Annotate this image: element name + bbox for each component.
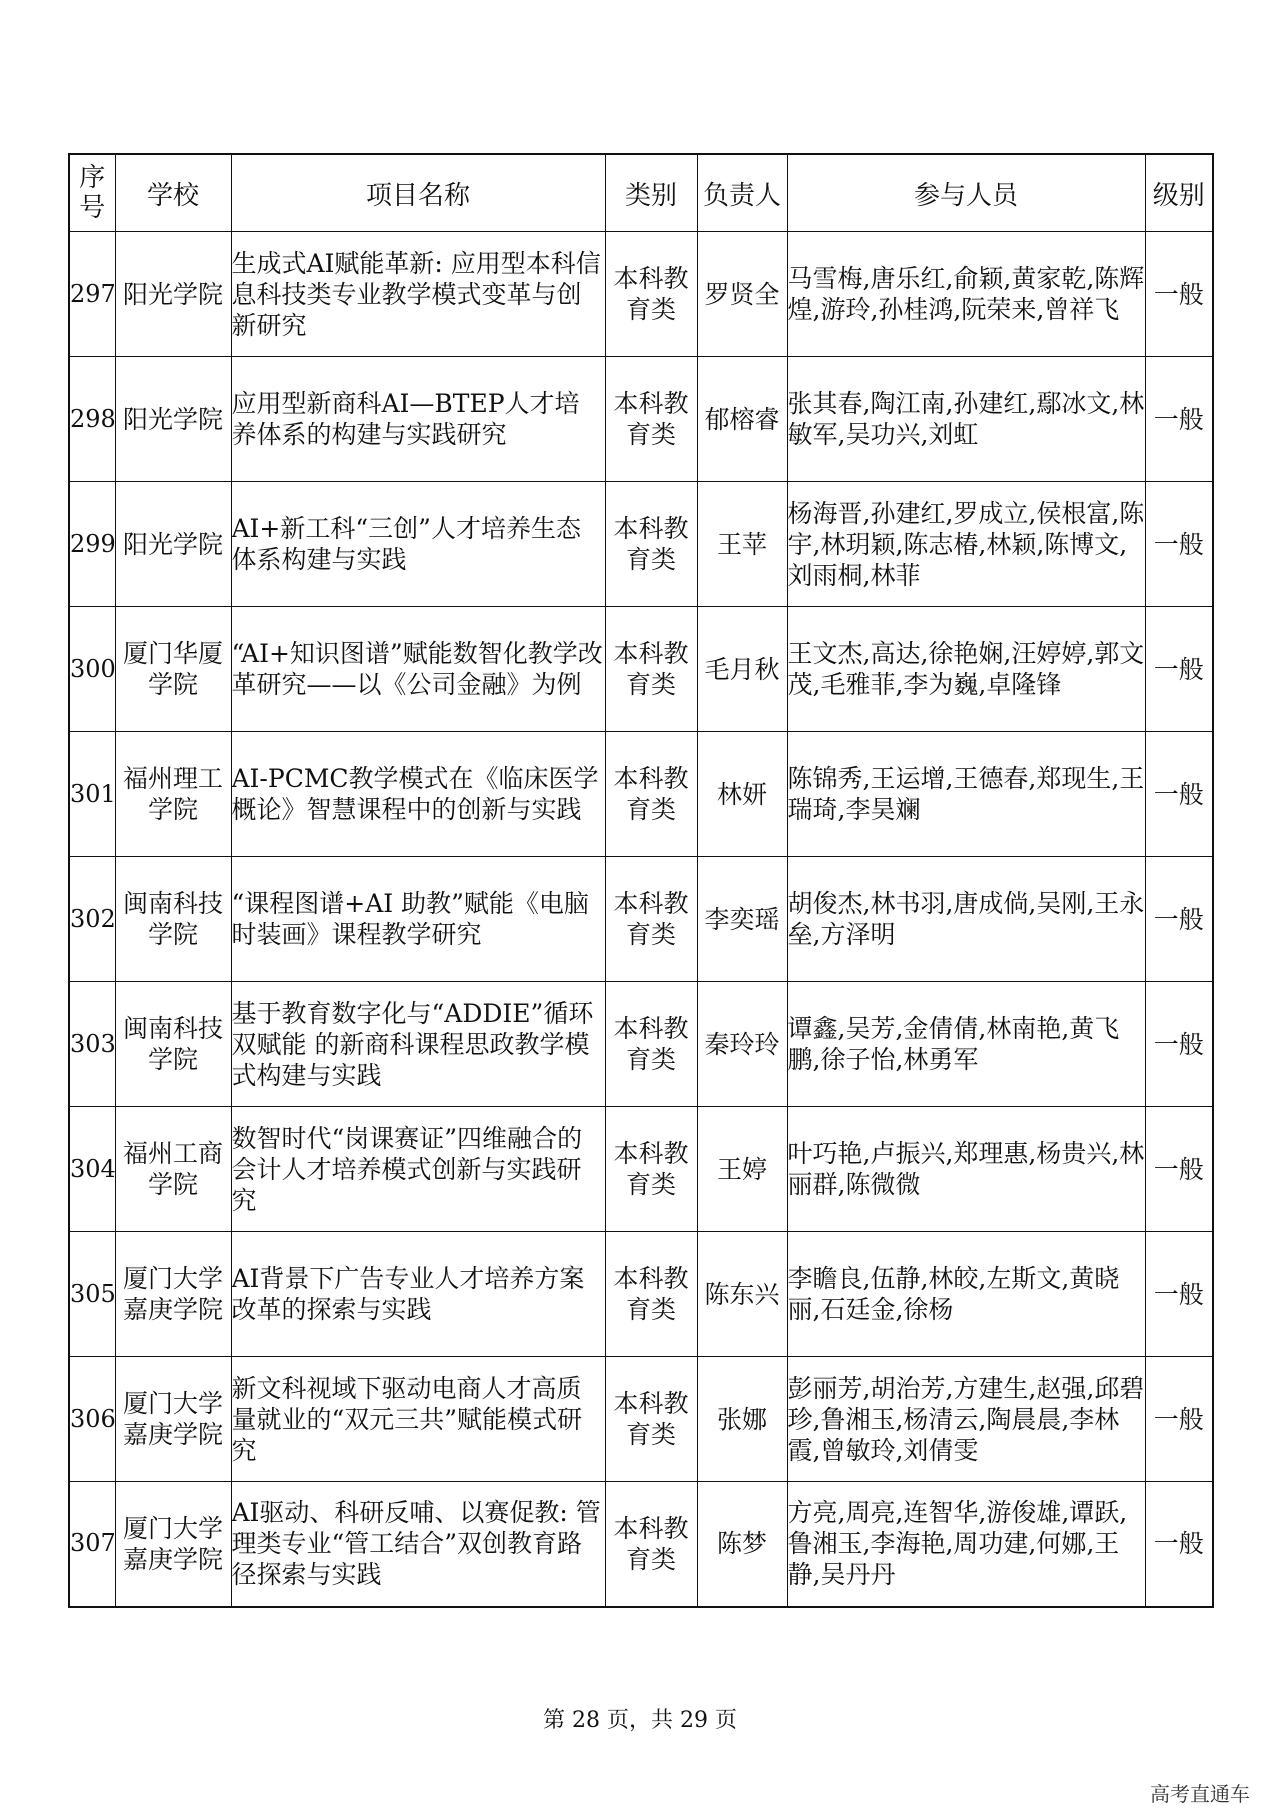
header-school: 学校 — [115, 154, 231, 232]
table-header-row — [69, 154, 1213, 232]
cell-project-name: 新文科视域下驱动电商人才高质量就业的“双元三共”赋能模式研究 — [231, 1357, 605, 1482]
cell-level: 一般 — [1145, 607, 1213, 732]
cell-school: 厦门大学嘉庚学院 — [115, 1482, 231, 1607]
cell-project-name: AI-PCMC教学模式在《临床医学概论》智慧课程中的创新与实践 — [231, 732, 605, 857]
cell-school: 厦门大学嘉庚学院 — [115, 1232, 231, 1357]
cell-leader: 林妍 — [697, 732, 787, 857]
cell-project-name: 应用型新商科AI—BTEP人才培养体系的构建与实践研究 — [231, 357, 605, 482]
table-row — [69, 1357, 1213, 1482]
cell-school: 阳光学院 — [115, 232, 231, 357]
cell-seq: 302 — [69, 857, 115, 982]
cell-project-name: AI驱动、科研反哺、以赛促教: 管理类专业“管工结合”双创教育路径探索与实践 — [231, 1482, 605, 1607]
cell-project-name: 数智时代“岗课赛证”四维融合的会计人才培养模式创新与实践研究 — [231, 1107, 605, 1232]
cell-level: 一般 — [1145, 857, 1213, 982]
cell-level: 一般 — [1145, 1482, 1213, 1607]
cell-seq: 301 — [69, 732, 115, 857]
cell-project-name: AI+新工科“三创”人才培养生态体系构建与实践 — [231, 482, 605, 607]
table-row — [69, 1482, 1213, 1607]
cell-category: 本科教育类 — [605, 1357, 697, 1482]
cell-leader: 李奕瑶 — [697, 857, 787, 982]
cell-members: 谭鑫,吴芳,金倩倩,林南艳,黄飞鹏,徐子怡,林勇军 — [787, 982, 1145, 1107]
cell-project-name: AI背景下广告专业人才培养方案改革的探索与实践 — [231, 1232, 605, 1357]
cell-category: 本科教育类 — [605, 857, 697, 982]
cell-seq: 304 — [69, 1107, 115, 1232]
cell-leader: 王苹 — [697, 482, 787, 607]
cell-school: 厦门华厦学院 — [115, 607, 231, 732]
cell-level: 一般 — [1145, 1232, 1213, 1357]
cell-category: 本科教育类 — [605, 482, 697, 607]
cell-level: 一般 — [1145, 357, 1213, 482]
cell-school: 福州理工学院 — [115, 732, 231, 857]
cell-members: 张其春,陶江南,孙建红,鄢冰文,林敏军,吴功兴,刘虹 — [787, 357, 1145, 482]
table-row — [69, 1232, 1213, 1357]
cell-leader: 张娜 — [697, 1357, 787, 1482]
cell-seq: 307 — [69, 1482, 115, 1607]
table-row — [69, 482, 1213, 607]
cell-leader: 郁榕睿 — [697, 357, 787, 482]
cell-category: 本科教育类 — [605, 607, 697, 732]
header-seq-text: 序 号 — [79, 163, 106, 223]
cell-members: 方亮,周亮,连智华,游俊雄,谭跃,鲁湘玉,李海艳,周功建,何娜,王静,吴丹丹 — [787, 1482, 1145, 1607]
cell-project-name: 基于教育数字化与“ADDIE”循环双赋能 的新商科课程思政教学模式构建与实践 — [231, 982, 605, 1107]
cell-school: 厦门大学嘉庚学院 — [115, 1357, 231, 1482]
watermark-text: 高考直通车 — [1150, 1782, 1250, 1806]
cell-level: 一般 — [1145, 1107, 1213, 1232]
header-project-name: 项目名称 — [231, 154, 605, 232]
cell-members: 王文杰,高达,徐艳娴,汪婷婷,郭文茂,毛雅菲,李为巍,卓隆锋 — [787, 607, 1145, 732]
cell-level: 一般 — [1145, 982, 1213, 1107]
header-seq — [69, 154, 115, 232]
cell-school: 阳光学院 — [115, 357, 231, 482]
cell-seq: 305 — [69, 1232, 115, 1357]
cell-members: 杨海晋,孙建红,罗成立,侯根富,陈宇,林玥颖,陈志椿,林颖,陈博文,刘雨桐,林菲 — [787, 482, 1145, 607]
cell-members: 彭丽芳,胡治芳,方建生,赵强,邱碧珍,鲁湘玉,杨清云,陶晨晨,李林霞,曾敏玲,刘倩雯 — [787, 1357, 1145, 1482]
cell-seq: 300 — [69, 607, 115, 732]
table-row — [69, 982, 1213, 1107]
projects-table — [68, 153, 1214, 1608]
cell-members: 胡俊杰,林书羽,唐成倘,吴刚,王永垒,方泽明 — [787, 857, 1145, 982]
cell-project-name: “AI+知识图谱”赋能数智化教学改革研究——以《公司金融》为例 — [231, 607, 605, 732]
cell-school: 阳光学院 — [115, 482, 231, 607]
cell-school: 闽南科技学院 — [115, 857, 231, 982]
cell-leader: 王婷 — [697, 1107, 787, 1232]
header-members: 参与人员 — [787, 154, 1145, 232]
cell-category: 本科教育类 — [605, 1482, 697, 1607]
cell-level: 一般 — [1145, 1357, 1213, 1482]
cell-seq: 303 — [69, 982, 115, 1107]
cell-school: 闽南科技学院 — [115, 982, 231, 1107]
cell-leader: 罗贤全 — [697, 232, 787, 357]
cell-leader: 毛月秋 — [697, 607, 787, 732]
cell-members: 李瞻良,伍静,林皎,左斯文,黄晓丽,石廷金,徐杨 — [787, 1232, 1145, 1357]
cell-members: 马雪梅,唐乐红,俞颖,黄家乾,陈辉煌,游玲,孙桂鸿,阮荣来,曾祥飞 — [787, 232, 1145, 357]
cell-category: 本科教育类 — [605, 982, 697, 1107]
cell-leader: 秦玲玲 — [697, 982, 787, 1107]
table-row — [69, 732, 1213, 857]
page-number: 第 28 页，共 29 页 — [543, 1708, 737, 1733]
header-level: 级别 — [1145, 154, 1213, 232]
cell-seq: 298 — [69, 357, 115, 482]
table-row — [69, 1107, 1213, 1232]
cell-school: 福州工商学院 — [115, 1107, 231, 1232]
cell-seq: 297 — [69, 232, 115, 357]
cell-leader: 陈东兴 — [697, 1232, 787, 1357]
cell-level: 一般 — [1145, 482, 1213, 607]
table-row — [69, 357, 1213, 482]
table-row — [69, 232, 1213, 357]
table-row — [69, 857, 1213, 982]
cell-level: 一般 — [1145, 732, 1213, 857]
cell-category: 本科教育类 — [605, 1232, 697, 1357]
cell-leader: 陈梦 — [697, 1482, 787, 1607]
cell-category: 本科教育类 — [605, 232, 697, 357]
cell-seq: 299 — [69, 482, 115, 607]
cell-category: 本科教育类 — [605, 732, 697, 857]
cell-members: 叶巧艳,卢振兴,郑理惠,杨贵兴,林丽群,陈微微 — [787, 1107, 1145, 1232]
header-leader: 负责人 — [697, 154, 787, 232]
table-row — [69, 607, 1213, 732]
header-category: 类别 — [605, 154, 697, 232]
cell-category: 本科教育类 — [605, 1107, 697, 1232]
cell-project-name: “课程图谱+AI 助教”赋能《电脑时装画》课程教学研究 — [231, 857, 605, 982]
cell-level: 一般 — [1145, 232, 1213, 357]
cell-category: 本科教育类 — [605, 357, 697, 482]
cell-members: 陈锦秀,王运增,王德春,郑现生,王瑞琦,李昊斓 — [787, 732, 1145, 857]
cell-seq: 306 — [69, 1357, 115, 1482]
cell-project-name: 生成式AI赋能革新: 应用型本科信息科技类专业教学模式变革与创新研究 — [231, 232, 605, 357]
